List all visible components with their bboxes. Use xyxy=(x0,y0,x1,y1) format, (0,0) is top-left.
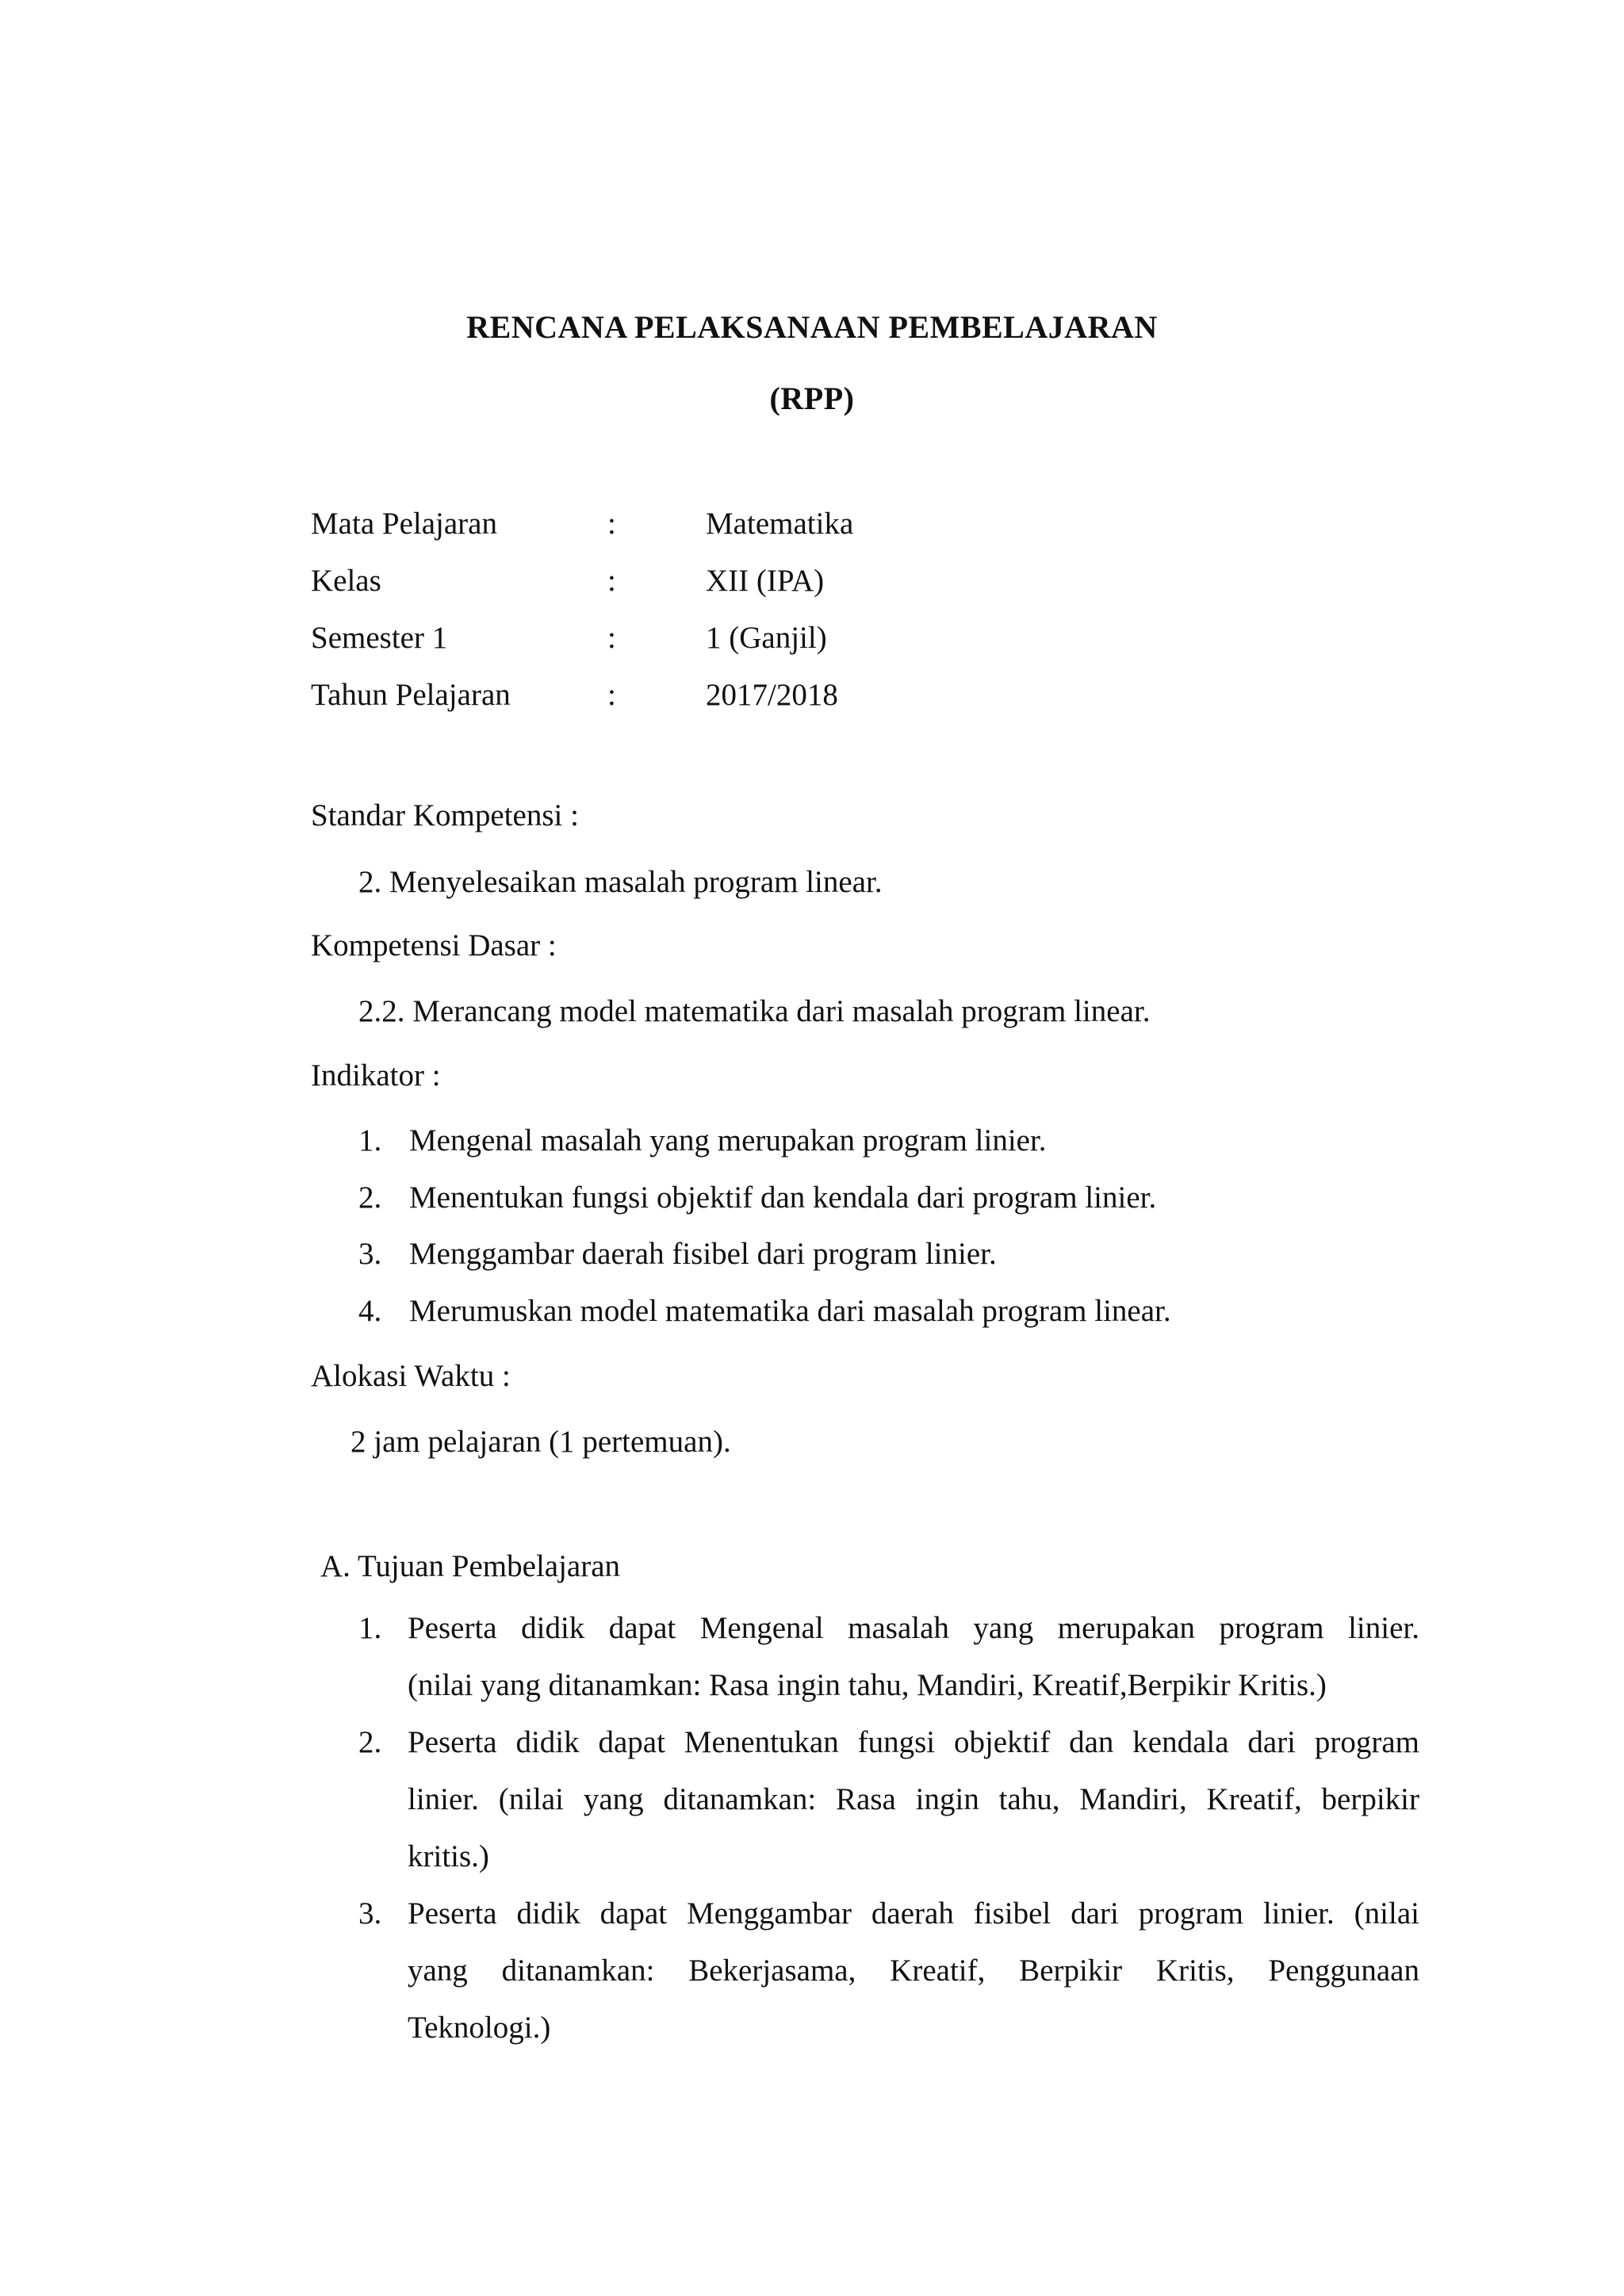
info-value: 2017/2018 xyxy=(706,678,838,712)
indikator-number: 2. xyxy=(358,1181,382,1215)
info-label: Semester 1 xyxy=(311,621,448,655)
indikator-item: Menentukan fungsi objektif dan kendala dari program linier. xyxy=(409,1181,1157,1215)
tujuan-line: Peserta didik dapat Mengenal masalah yang merupakan program linier. xyxy=(408,1611,1419,1645)
tujuan-line: kritis.) xyxy=(408,1839,489,1873)
indikator-number: 3. xyxy=(358,1237,382,1271)
info-value: Matematika xyxy=(706,507,854,541)
alokasi-waktu-heading: Alokasi Waktu : xyxy=(311,1359,511,1393)
tujuan-item xyxy=(408,1600,1419,1714)
tujuan-line: Peserta didik dapat Menentukan fungsi objektif dan kendala dari program xyxy=(408,1725,1419,1759)
info-label: Mata Pelajaran xyxy=(311,507,497,541)
tujuan-line: linier. (nilai yang ditanamkan: Rasa ingin tahu, Mandiri, Kreatif, berpikir xyxy=(408,1782,1419,1816)
document-subtitle: (RPP) xyxy=(769,381,855,416)
indikator-number: 4. xyxy=(358,1294,382,1328)
tujuan-item xyxy=(408,1885,1419,2057)
info-colon: : xyxy=(607,564,616,598)
standar-kompetensi-heading: Standar Kompetensi : xyxy=(311,798,579,832)
standar-kompetensi-item: 2. Menyelesaikan masalah program linear. xyxy=(358,865,883,899)
tujuan-line: Peserta didik dapat Menggambar daerah fisibel dari program linier. (nilai xyxy=(408,1896,1419,1931)
indikator-number: 1. xyxy=(358,1123,382,1158)
info-value: 1 (Ganjil) xyxy=(706,621,827,655)
indikator-item: Menggambar daerah fisibel dari program linier. xyxy=(409,1237,997,1271)
indikator-heading: Indikator : xyxy=(311,1058,441,1093)
indikator-item: Mengenal masalah yang merupakan program linier. xyxy=(409,1123,1047,1158)
tujuan-heading: A. Tujuan Pembelajaran xyxy=(320,1549,621,1583)
tujuan-line: Teknologi.) xyxy=(408,2011,551,2045)
tujuan-item xyxy=(408,1714,1419,1885)
info-label: Kelas xyxy=(311,564,381,598)
info-colon: : xyxy=(607,678,616,712)
info-value: XII (IPA) xyxy=(706,564,825,598)
tujuan-line: yang ditanamkan: Bekerjasama, Kreatif, Berpikir Kritis, Penggunaan xyxy=(408,1954,1419,1988)
info-label: Tahun Pelajaran xyxy=(311,678,511,712)
tujuan-number: 2. xyxy=(358,1725,382,1759)
kompetensi-dasar-item: 2.2. Merancang model matematika dari masalah program linear. xyxy=(358,994,1151,1028)
indikator-item: Merumuskan model matematika dari masalah program linear. xyxy=(409,1294,1171,1328)
info-colon: : xyxy=(607,621,616,655)
kompetensi-dasar-heading: Kompetensi Dasar : xyxy=(311,928,557,962)
info-colon: : xyxy=(607,507,616,541)
alokasi-waktu-text: 2 jam pelajaran (1 pertemuan). xyxy=(350,1425,731,1459)
document-title: RENCANA PELAKSANAAN PEMBELAJARAN xyxy=(466,309,1158,345)
tujuan-line: (nilai yang ditanamkan: Rasa ingin tahu, Mandiri, Kreatif,Berpikir Kritis.) xyxy=(408,1668,1327,1702)
tujuan-number: 3. xyxy=(358,1896,382,1931)
tujuan-number: 1. xyxy=(358,1611,382,1645)
